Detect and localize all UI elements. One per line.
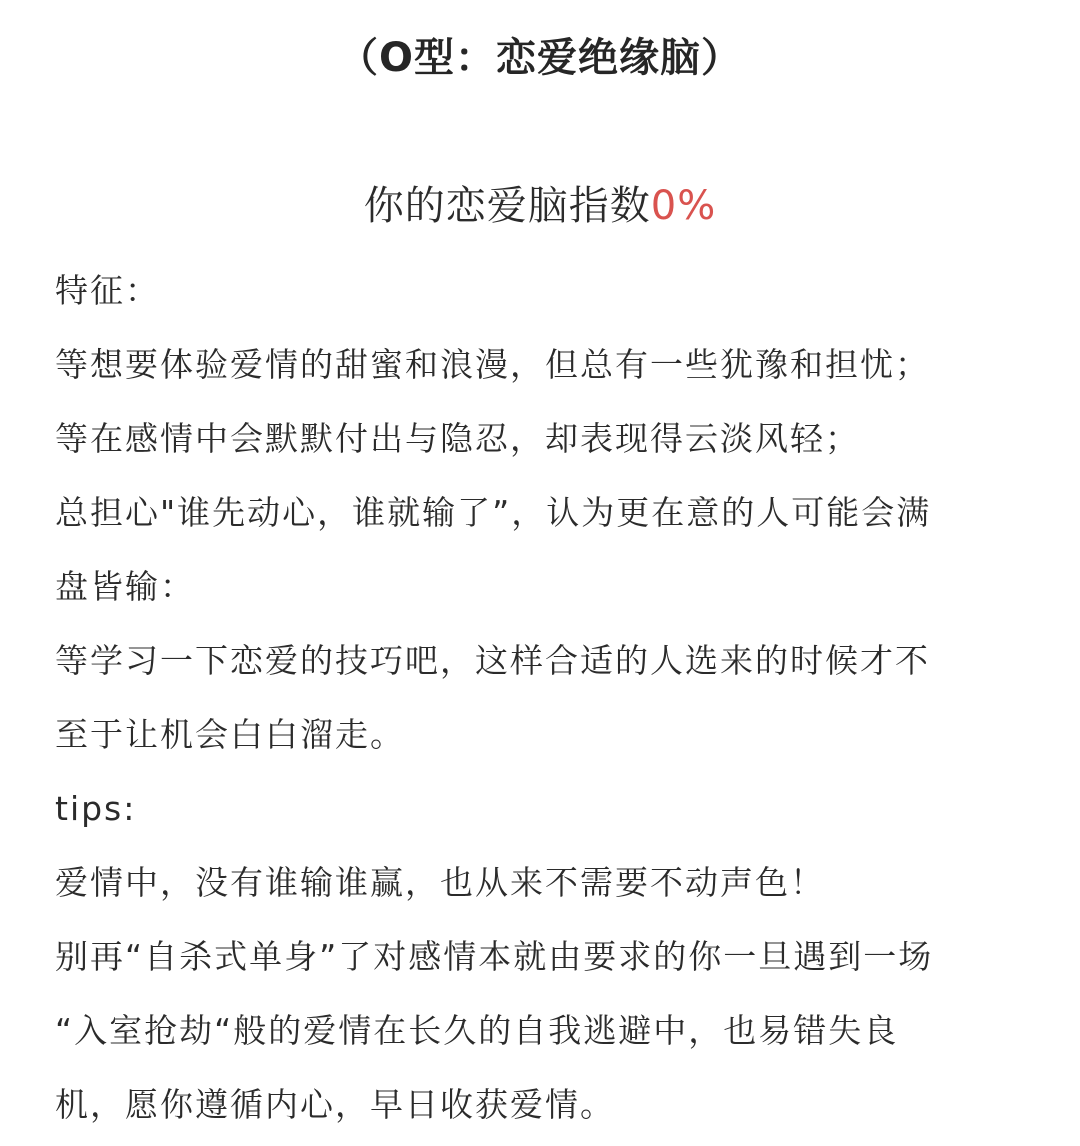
index-label: 你的恋爱脑指数 [363,183,651,229]
index-value: 0% [650,183,717,229]
tip-line: 机，愿你遵循内心，早日收获爱情。 [55,1085,615,1124]
feature-line: 等在感情中会默默付出与隐忍，却表现得云淡风轻； [55,419,860,458]
type-title: （O型：恋爱绝缘脑） [337,35,742,81]
tip-line: “入室抢劫“般的爱情在长久的自我逃避中，也易错失良 [55,1011,899,1050]
feature-line: 等想要体验爱情的甜蜜和浪漫，但总有一些犹豫和担忧； [55,345,930,384]
love-brain-index [0,176,1080,236]
tips-heading: tips: [55,789,137,828]
features-heading: 特征： [55,271,160,310]
description-body [55,254,1035,1142]
feature-line: 等学习一下恋爱的技巧吧，这样合适的人选来的时候才不 [55,641,930,680]
feature-line: 总担心"谁先动心，谁就输了”，认为更在意的人可能会满 [55,493,932,532]
tip-line: 爱情中，没有谁输谁赢，也从来不需要不动声色！ [55,863,825,902]
feature-line: 盘皆输： [55,567,195,606]
feature-line: 至于让机会白白溜走。 [55,715,405,754]
tip-line: 别再“自杀式单身”了对感情本就由要求的你一旦遇到一场 [55,937,934,976]
